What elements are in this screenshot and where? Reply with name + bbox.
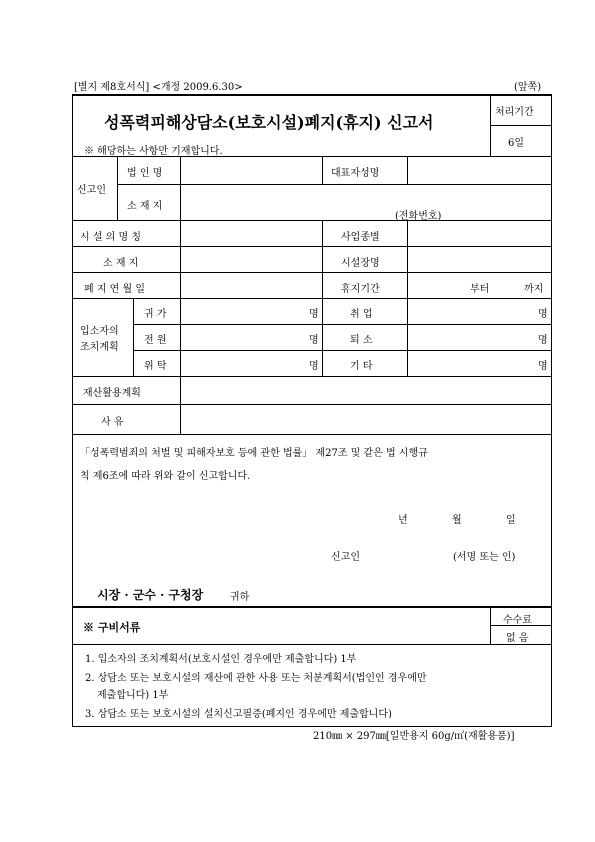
applicant-address-label: 소 재 지 [127, 201, 163, 212]
facility-head-label: 시설장명 [341, 258, 380, 269]
representative-label: 대표자성명 [331, 168, 380, 179]
facility-name-field[interactable] [181, 221, 321, 245]
facility-address-field[interactable] [181, 247, 321, 271]
representative-field[interactable] [408, 157, 550, 183]
suspension-from-label: 부터 [470, 284, 490, 295]
resident-unit: 명 [309, 361, 319, 372]
document-item-2-cont: 제출합니다) 1부 [97, 690, 169, 701]
phone-label: (전화번호) [395, 211, 442, 222]
residents-plan-label-2: 조치계획 [80, 342, 119, 353]
reason-field[interactable] [181, 405, 550, 433]
addressee-suffix: 귀하 [230, 592, 250, 603]
fee-label: 수수료 [503, 615, 532, 626]
date-year-label: 년 [398, 515, 408, 526]
signature-placeholder: (서명 또는 인) [453, 552, 516, 563]
property-plan-label: 재산활용계획 [83, 388, 141, 399]
resident-row-left-label: 전 원 [144, 335, 167, 346]
closing-date-field[interactable] [181, 273, 321, 297]
signature-label: 신고인 [331, 552, 360, 563]
document-item-1: 1. 입소자의 조치계획서(보호시설인 경우에만 제출합니다) 1부 [85, 654, 357, 665]
residents-plan-label-1: 입소자의 [80, 326, 119, 337]
applicant-label: 신고인 [77, 185, 106, 196]
resident-row-right-label: 취 업 [350, 309, 373, 320]
suspension-to-label: 까지 [524, 284, 544, 295]
processing-period-value: 6일 [508, 138, 525, 149]
resident-row-right-label: 퇴 소 [350, 335, 373, 346]
fee-value: 없 음 [506, 633, 529, 644]
statement-line-2: 칙 제6조에 따라 위와 같이 신고합니다. [80, 471, 251, 482]
facility-name-label: 시 설 의 명 칭 [80, 232, 142, 243]
applicant-address-field[interactable] [181, 185, 550, 219]
facility-head-field[interactable] [408, 247, 550, 271]
top-border [72, 94, 552, 96]
corp-name-label: 법 인 명 [127, 168, 163, 179]
resident-unit: 명 [538, 309, 548, 320]
form-title: 성폭력피해상담소(보호시설)폐지(휴지) 신고서 [104, 113, 434, 132]
right-border [551, 94, 552, 726]
resident-row-left-label: 위 탁 [144, 361, 167, 372]
document-item-2: 2. 상담소 또는 보호시설의 재산에 관한 사용 또는 처분계획서(법인인 경우에만 [85, 673, 427, 684]
property-plan-field[interactable] [181, 377, 550, 403]
corp-name-field[interactable] [180, 157, 321, 183]
statement-line-1: 「성폭력범죄의 처벌 및 피해자보호 등에 관한 법률」 제27조 및 같은 법 시행규 [80, 448, 428, 459]
instruction-note: ※ 해당하는 사항만 기재합니다. [84, 146, 223, 157]
reason-label: 사 유 [101, 417, 124, 428]
resident-row-right-label: 기 타 [350, 361, 373, 372]
resident-unit: 명 [309, 335, 319, 346]
document-item-3: 3. 상담소 또는 보호시설의 설치신고필증(폐지인 경우에만 제출합니다) [85, 709, 392, 720]
left-border [72, 94, 73, 726]
addressee-name: 시장 · 군수 · 구청장 [97, 588, 204, 602]
date-day-label: 일 [506, 515, 516, 526]
resident-unit: 명 [309, 309, 319, 320]
business-type-field[interactable] [408, 221, 550, 245]
suspension-period-label: 휴지기간 [341, 284, 380, 295]
resident-unit: 명 [538, 361, 548, 372]
page-side-label: (앞쪽) [514, 82, 542, 93]
date-month-label: 월 [452, 515, 462, 526]
closing-date-label: 폐 지 연 월 일 [84, 284, 146, 295]
business-type-label: 사업종별 [341, 232, 380, 243]
resident-row-left-label: 귀 가 [144, 309, 167, 320]
resident-unit: 명 [538, 335, 548, 346]
facility-address-label: 소 재 지 [103, 258, 139, 269]
documents-title: ※ 구비서류 [83, 621, 141, 634]
processing-period-label: 처리기간 [495, 107, 534, 118]
form-number: [별지 제8호서식] <개정 2009.6.30> [74, 82, 243, 93]
paper-spec-footer: 210㎜ × 297㎜[일반용지 60g/㎡(재활용품)] [313, 731, 515, 742]
